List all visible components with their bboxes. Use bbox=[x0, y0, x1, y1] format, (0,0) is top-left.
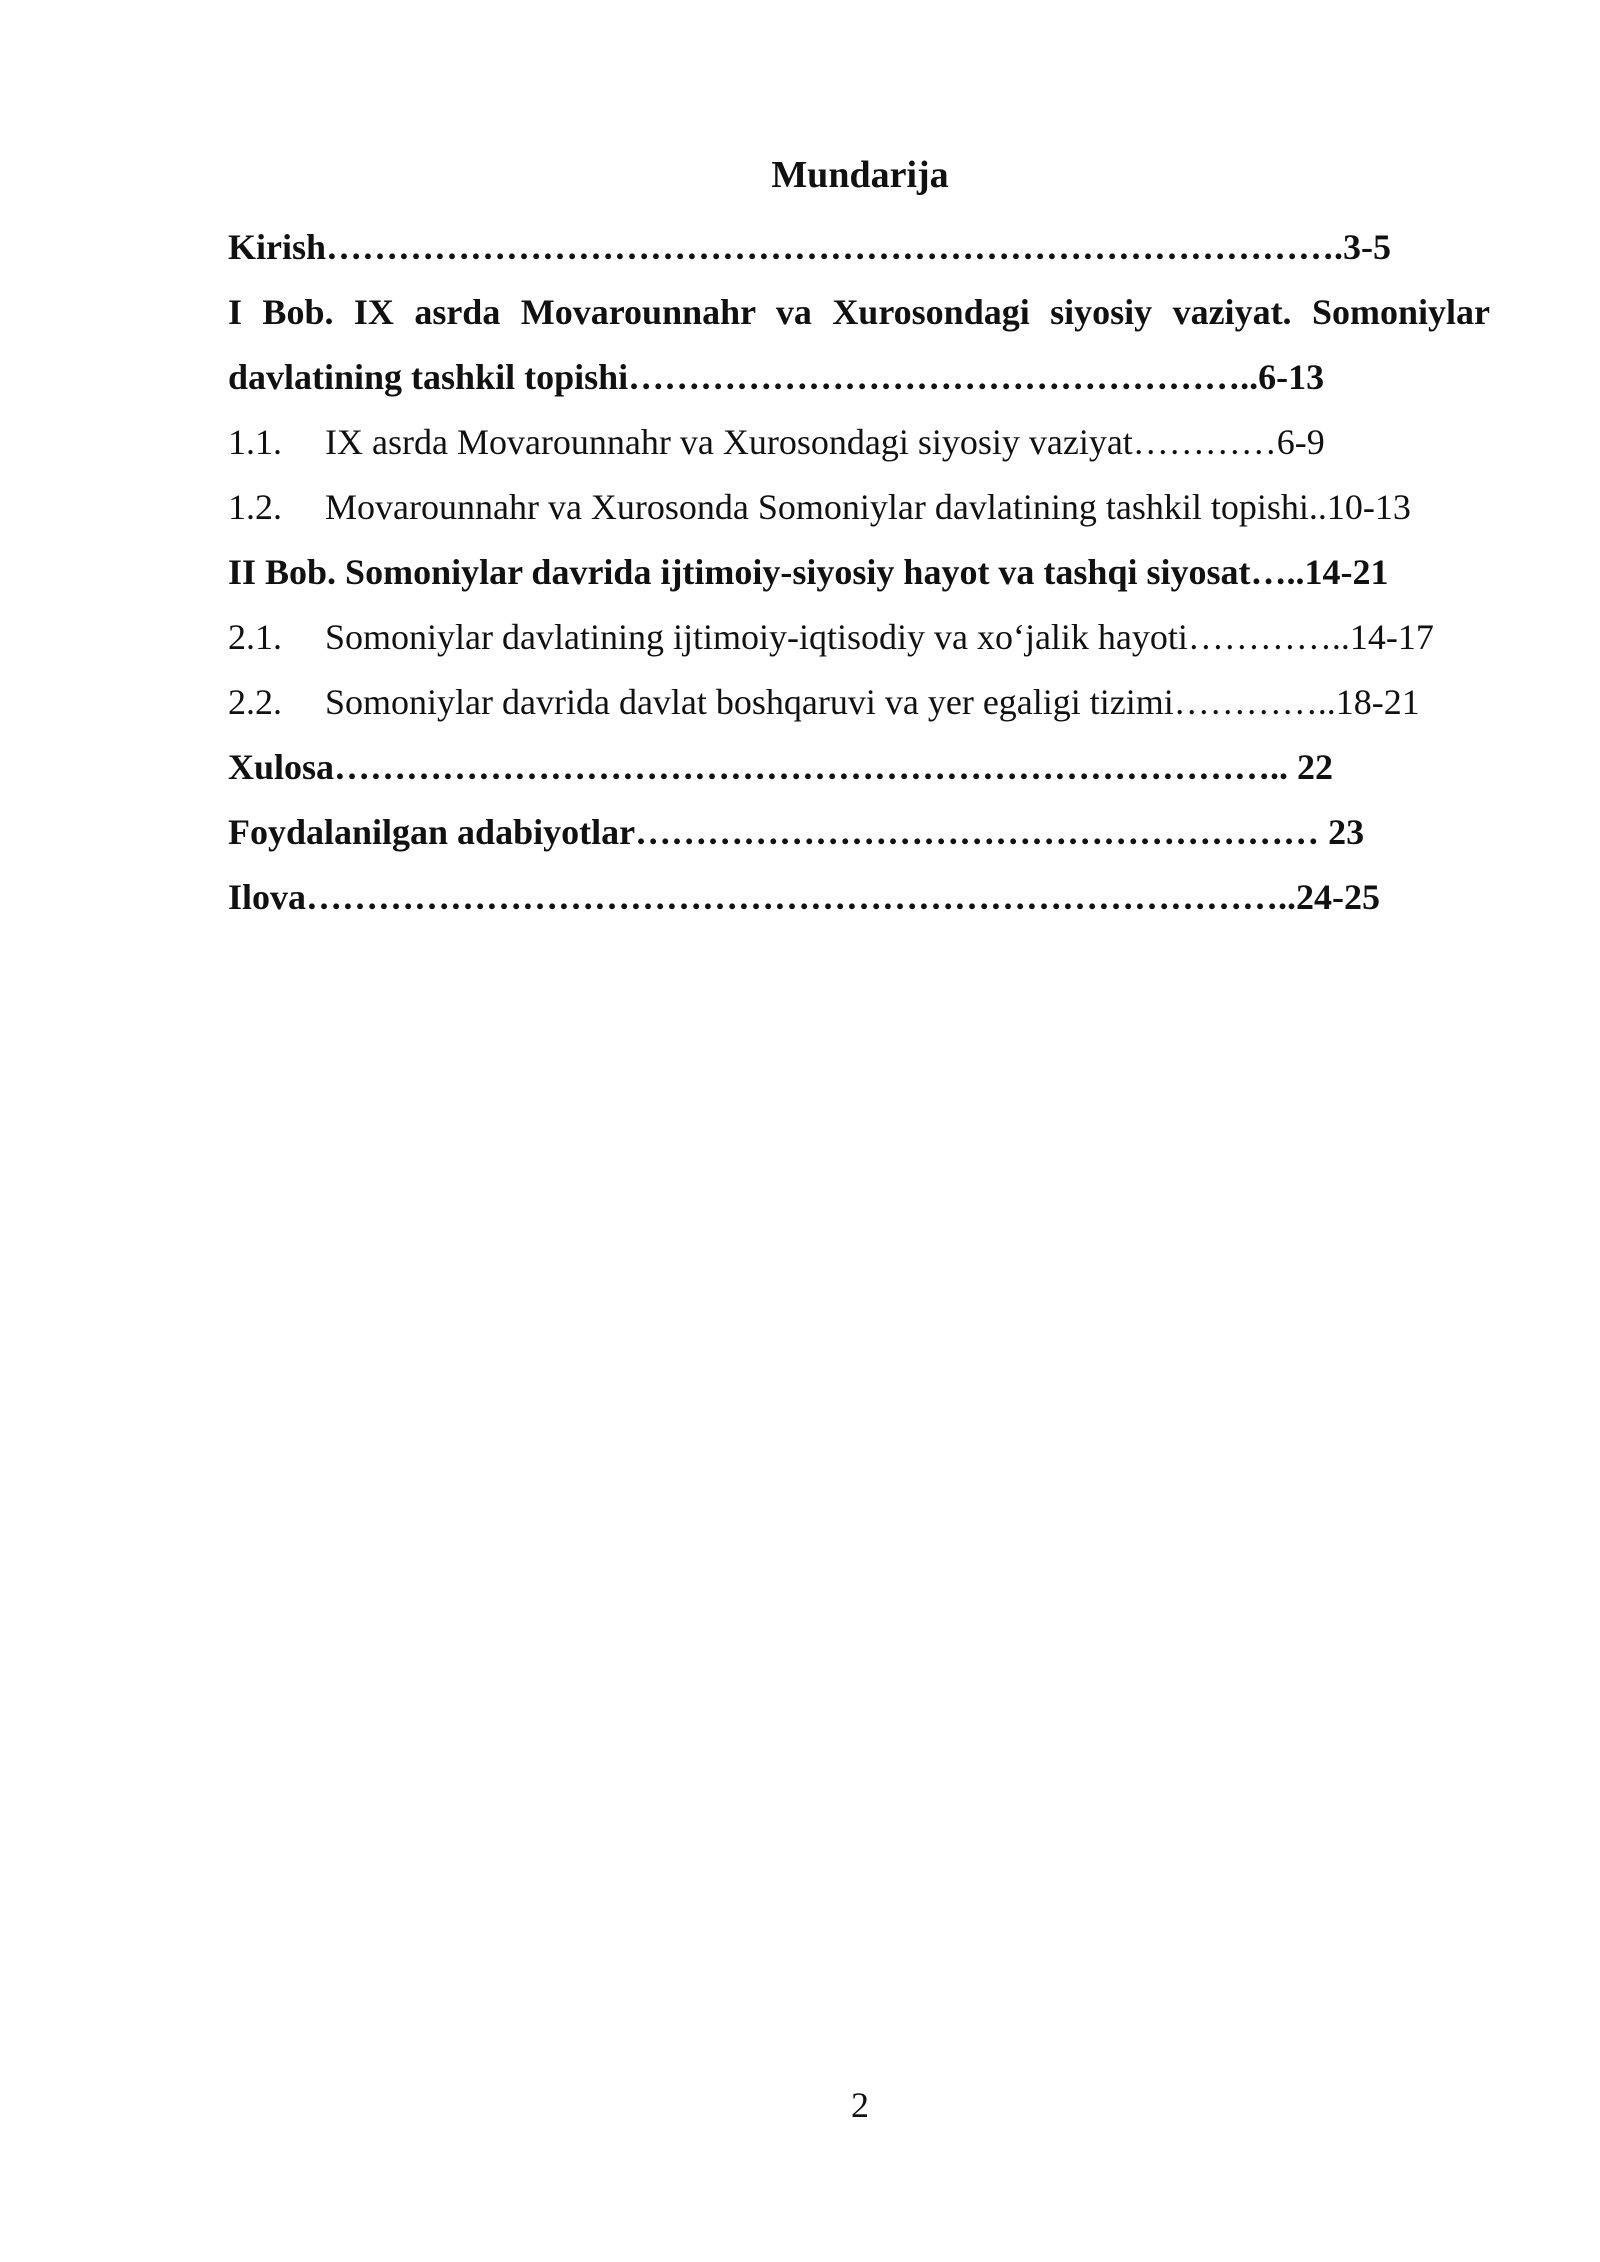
toc-entry-text: Movarounnahr va Xurosonda Somoniylar davlatining tashkil topishi..10-13 bbox=[325, 487, 1411, 527]
toc-entry-number: 1.1. bbox=[228, 422, 282, 462]
toc-entry-section-1-2 bbox=[228, 475, 1490, 540]
toc-entry-ilova bbox=[228, 865, 1490, 930]
toc-entry-chapter-1-line-1 bbox=[228, 280, 1490, 345]
toc-entry-text: davlatining tashkil topishi……………………………………………..6-13 bbox=[228, 357, 1325, 397]
toc-entry-text: II Bob. Somoniylar davrida ijtimoiy-siyosiy hayot va tashqi siyosat…..14-21 bbox=[228, 552, 1389, 592]
table-of-contents bbox=[228, 215, 1490, 930]
toc-entry-chapter-1-line-2 bbox=[228, 345, 1490, 410]
toc-entry-text: Somoniylar davlatining ijtimoiy-iqtisodiy va xo‘jalik hayoti…………..14-17 bbox=[325, 617, 1434, 657]
toc-entry-text: Xulosa…………………………………………………………………….. 22 bbox=[228, 747, 1334, 787]
page-number: 2 bbox=[851, 2085, 869, 2125]
toc-entry-xulosa bbox=[228, 735, 1490, 800]
toc-entry-adabiyotlar bbox=[228, 800, 1490, 865]
toc-entry-text: Kirish………………………………………………………………………….3-5 bbox=[228, 227, 1392, 267]
toc-entry-text: Somoniylar davrida davlat boshqaruvi va yer egaligi tizimi…………..18-21 bbox=[325, 682, 1420, 722]
toc-entry-section-2-2 bbox=[228, 670, 1490, 735]
toc-entry-text: I Bob. IX asrda Movarounnahr va Xurosondagi siyosiy vaziyat. Somoniylar bbox=[228, 292, 1490, 332]
toc-entry-kirish bbox=[228, 215, 1490, 280]
toc-title: Mundarija bbox=[771, 154, 949, 196]
toc-entry-text: Ilova………………………………………………………………………..24-25 bbox=[228, 877, 1380, 917]
toc-entry-number: 2.2. bbox=[228, 682, 282, 722]
toc-entry-text: Foydalanilgan adabiyotlar………………………………………………… 23 bbox=[228, 812, 1365, 852]
toc-entry-number: 1.2. bbox=[228, 487, 282, 527]
toc-entry-chapter-2 bbox=[228, 540, 1490, 605]
toc-entry-section-2-1 bbox=[228, 605, 1490, 670]
toc-entry-text: IX asrda Movarounnahr va Xurosondagi siyosiy vaziyat…………6-9 bbox=[325, 422, 1325, 462]
toc-entry-number: 2.1. bbox=[228, 617, 282, 657]
toc-entry-section-1-1 bbox=[228, 410, 1490, 475]
